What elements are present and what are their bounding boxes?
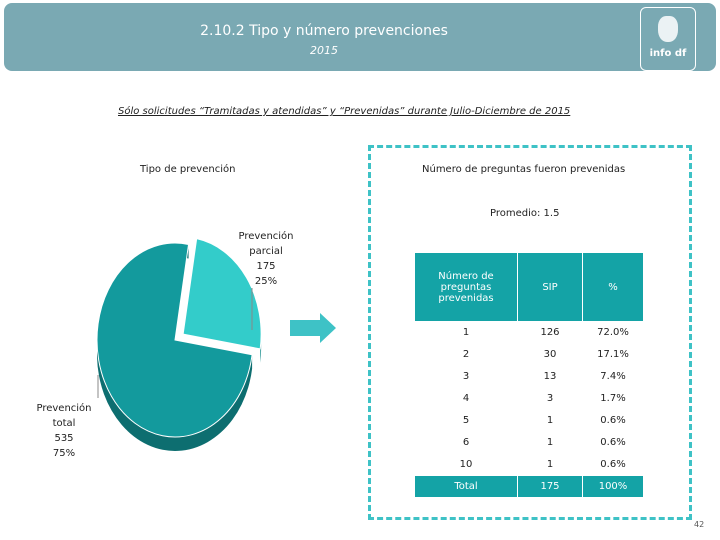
table-header-cell: Número de preguntas prevenidas <box>415 253 518 322</box>
table-row <box>415 366 644 388</box>
table-header-row <box>415 253 644 322</box>
table-cell: 5 <box>415 410 518 432</box>
table-cell: 13 <box>518 366 583 388</box>
table-row <box>415 454 644 476</box>
pie-label-total <box>24 401 104 461</box>
table-total-row <box>415 476 644 498</box>
table-row <box>415 388 644 410</box>
table-row <box>415 322 644 344</box>
table-cell: 7.4% <box>583 366 644 388</box>
pie-label-parcial-percent: 25% <box>254 276 278 287</box>
page-title: 2.10.2 Tipo y número prevenciones <box>200 23 448 39</box>
table-row <box>415 344 644 366</box>
table-cell: Total <box>415 476 518 498</box>
table-cell: 72.0% <box>583 322 644 344</box>
table-cell: 3 <box>518 388 583 410</box>
chart-subtitle: Sólo solicitudes “Tramitadas y atendidas” y “Prevenidas” durante Julio-Diciembre de 2015 <box>118 106 571 117</box>
table-cell: 1 <box>518 410 583 432</box>
table-cell: 0.6% <box>583 410 644 432</box>
pie-label-parcial-value: 175 <box>256 261 276 272</box>
table-row <box>415 410 644 432</box>
prevention-table <box>414 252 644 498</box>
pie-label-parcial-name: Prevención parcial <box>238 231 294 257</box>
table-header-cell: SIP <box>518 253 583 322</box>
table-cell: 126 <box>518 322 583 344</box>
pie-label-total-name: Prevención total <box>36 403 92 429</box>
table-cell: 2 <box>415 344 518 366</box>
table-cell: 1.7% <box>583 388 644 410</box>
table-cell: 30 <box>518 344 583 366</box>
table-cell: 6 <box>415 432 518 454</box>
page-number: 42 <box>694 520 705 529</box>
pie-label-parcial <box>226 229 306 289</box>
average-label: Promedio: 1.5 <box>490 208 560 219</box>
table-cell: 1 <box>518 454 583 476</box>
table-cell: 4 <box>415 388 518 410</box>
table-row <box>415 432 644 454</box>
pie-label-total-percent: 75% <box>52 448 76 459</box>
table-cell: 0.6% <box>583 432 644 454</box>
table-cell: 100% <box>583 476 644 498</box>
logo-text: info df <box>649 48 687 59</box>
pie-label-total-value: 535 <box>54 433 74 444</box>
table-cell: 175 <box>518 476 583 498</box>
table-cell: 0.6% <box>583 454 644 476</box>
table-header-cell: % <box>583 253 644 322</box>
table-section-label: Número de preguntas fueron prevenidas <box>422 164 626 175</box>
arrow-right-icon <box>290 313 340 343</box>
table-cell: 3 <box>415 366 518 388</box>
page-year: 2015 <box>310 44 338 57</box>
table-cell: 17.1% <box>583 344 644 366</box>
table-cell: 1 <box>415 322 518 344</box>
pie-section-label: Tipo de prevención <box>140 164 236 175</box>
table-cell: 1 <box>518 432 583 454</box>
table-cell: 10 <box>415 454 518 476</box>
table-body <box>415 322 644 498</box>
